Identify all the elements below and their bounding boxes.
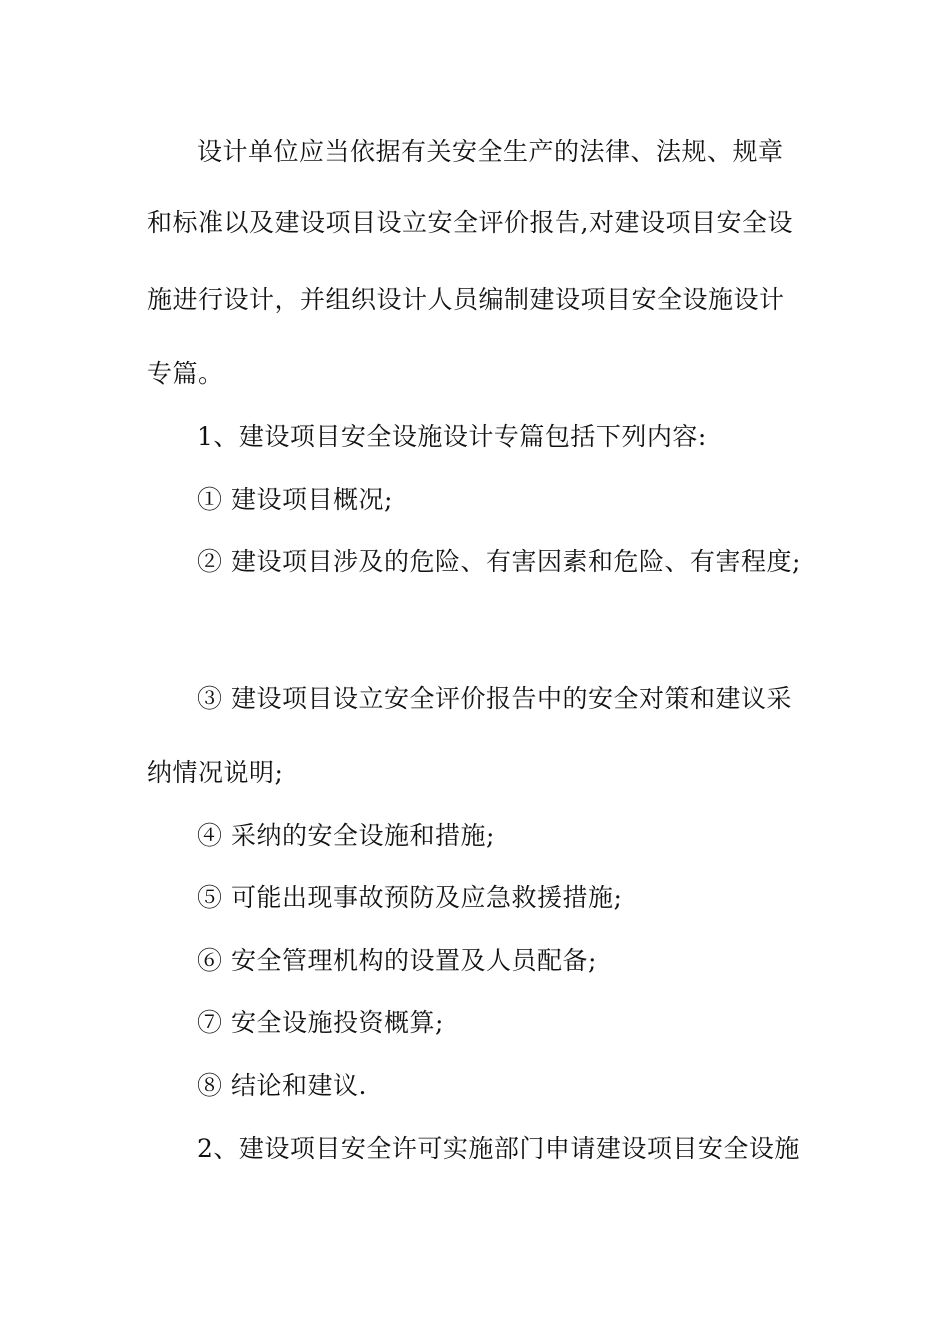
list-item-7: ⑦ 安全设施投资概算; (197, 1008, 444, 1037)
list-item-6: ⑥ 安全管理机构的设置及人员配备; (197, 946, 597, 975)
list-item-8: ⑧ 结论和建议. (197, 1071, 367, 1100)
intro-line-2: 和标准以及建设项目设立安全评价报告,对建设项目安全设 (147, 208, 793, 237)
list-item-4: ④ 采纳的安全设施和措施; (197, 821, 495, 850)
list-item-3-continued: 纳情况说明; (147, 758, 284, 787)
list-item-1: ① 建设项目概况; (197, 485, 393, 514)
section-2-heading: 2、建设项目安全许可实施部门申请建设项目安全设施 (197, 1134, 800, 1163)
list-item-5: ⑤ 可能出现事故预防及应急救援措施; (197, 883, 623, 912)
section-1-heading: 1、建设项目安全设施设计专篇包括下列内容: (197, 422, 707, 451)
list-item-3: ③ 建设项目设立安全评价报告中的安全对策和建议采 (197, 684, 792, 713)
list-item-2: ② 建设项目涉及的危险、有害因素和危险、有害程度; (197, 547, 801, 576)
intro-line-4: 专篇。 (147, 359, 224, 388)
intro-line-1: 设计单位应当依据有关安全生产的法律、法规、规章 (197, 137, 784, 166)
intro-line-3: 施进行设计，并组织设计人员编制建设项目安全设施设计 (147, 285, 785, 314)
